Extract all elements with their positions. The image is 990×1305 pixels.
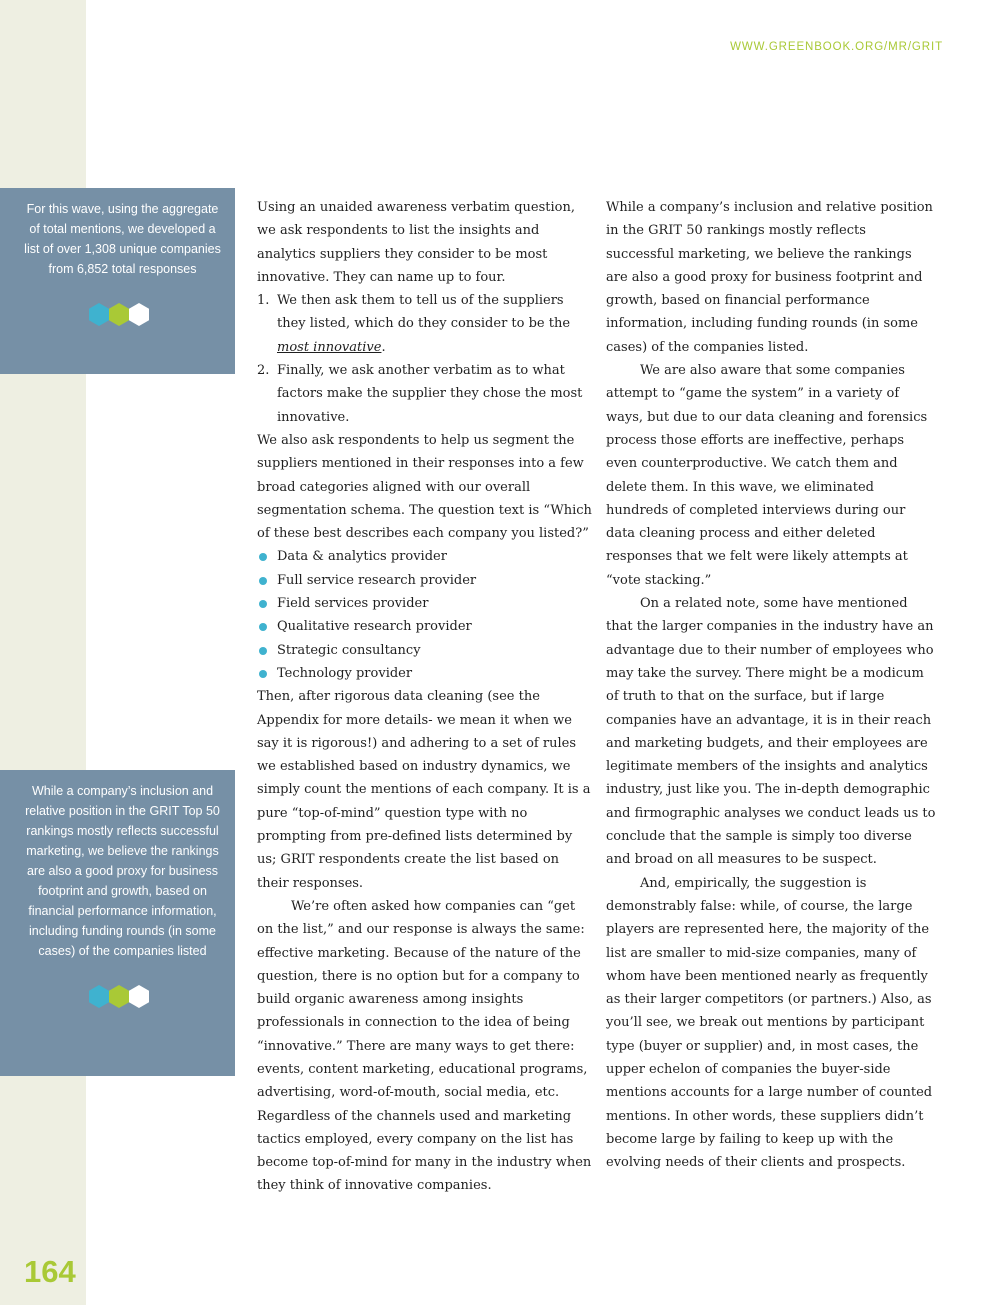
empirical-paragraph: And, empirically, the suggestion is demonstrably false: while, of course, the large players are represented here, the majority of the list are smaller to mid-size companies, many of whom have been mentioned nearly as frequently as their larger competitors (or partners.) Also, as you’ll see, we break out mentions by participant type (buyer or supplier) and, in most cases, the upper echelon of companies the buyer-side mentions accounts for a large number of counted mentions. In other words, these suppliers didn’t become large by failing to keep up with the evolving needs of their clients and prospects.	[606, 875, 933, 1171]
step-item	[257, 289, 592, 359]
step-text: We then ask them to tell us of the suppliers they listed, which do they consider to be the	[277, 293, 571, 332]
category-label: Technology provider	[277, 665, 413, 681]
category-label: Data & analytics provider	[277, 549, 447, 565]
hexagon-icons	[16, 985, 221, 1008]
bullet-dot-icon	[259, 623, 267, 631]
rankings-paragraph: While a company’s inclusion and relative position in the GRIT 50 rankings mostly reflects successful marketing, we believe the rankings are also a good proxy for business footprint and growth, based on financial performance information, including funding rounds (in some cases) of the companies listed.	[606, 200, 933, 355]
segment-paragraph: We also ask respondents to help us segment the suppliers mentioned in their responses into a few broad categories aligned with our overall segmentation schema. The question text is “Which of these best describes each company you listed?”	[257, 432, 592, 542]
marketing-paragraph: We’re often asked how companies can “get on the list,” and our response is always the same: effective marketing. Because of the nature of the question, there is no option but for a company to build organic awareness among insights professionals in connection to the idea of being “innovative.” There are many ways to get there: events, content marketing, educational programs, advertising, word-of-mouth, social media, etc. Regardless of the channels used and marketing tactics employed, every company on the list has become top-of-mind for many in the industry when they think of innovative companies.	[257, 898, 592, 1194]
hexagon-icons	[16, 303, 221, 326]
category-item	[257, 592, 592, 615]
callout-text: While a company’s inclusion and relative position in the GRIT Top 50 rankings mostly reflects successful marketing, we believe the rankings are also a good proxy for business footprint and growth, based on financial performance information, including funding rounds (in some cases) of the companies listed	[25, 784, 220, 958]
step-number: 2.	[257, 363, 270, 379]
category-item	[257, 639, 592, 662]
step-text: Finally, we ask another verbatim as to what factors make the supplier they chose the most innovative.	[277, 363, 583, 425]
bullet-dot-icon	[259, 553, 267, 561]
hexagon-white-icon	[129, 985, 149, 1008]
left-text-column	[257, 196, 592, 1198]
category-item	[257, 545, 592, 568]
step-emphasis: most innovative	[277, 339, 382, 355]
callout-box-responses	[0, 188, 235, 374]
steps-list	[257, 289, 592, 429]
step-number: 1.	[257, 293, 270, 309]
step-item	[257, 359, 592, 429]
hexagon-blue-icon	[89, 985, 109, 1008]
callout-text: For this wave, using the aggregate of total mentions, we developed a list of over 1,308 unique companies from 6,852 total responses	[24, 202, 221, 276]
bullet-dot-icon	[259, 600, 267, 608]
gaming-paragraph: We are also aware that some companies attempt to “game the system” in a variety of ways, but due to our data cleaning and forensics process those efforts are ineffective, perhaps even counterproductive. We catch them and delete them. In this wave, we eliminated hundreds of completed interviews during our data cleaning process and either deleted responses that we felt were likely attempts at “vote stacking.”	[606, 363, 928, 588]
step-text-end: .	[381, 339, 386, 355]
right-text-column	[606, 196, 936, 1174]
cleaning-paragraph: Then, after rigorous data cleaning (see the Appendix for more details- we mean it when we say it is rigorous!) and adhering to a set of rules we established based on industry dynamics, we simply count the mentions of each company. It is a pure “top-of-mind” question type with no prompting from pre-defined lists determined by us; GRIT respondents create the list based on their responses.	[257, 689, 591, 891]
bullet-dot-icon	[259, 647, 267, 655]
intro-paragraph: Using an unaided awareness verbatim question, we ask respondents to list the insights and analytics suppliers they consider to be most innovative. They can name up to four.	[257, 200, 576, 285]
callout-box-rankings	[0, 770, 235, 1076]
category-item	[257, 662, 592, 685]
hexagon-blue-icon	[89, 303, 109, 326]
header-url: WWW.GREENBOOK.ORG/MR/GRIT	[730, 41, 943, 53]
hexagon-green-icon	[109, 303, 129, 326]
category-list	[257, 545, 592, 685]
category-label: Qualitative research provider	[277, 619, 472, 635]
page-number: 164	[24, 1254, 76, 1289]
category-item	[257, 615, 592, 638]
hexagon-white-icon	[129, 303, 149, 326]
bullet-dot-icon	[259, 577, 267, 585]
category-label: Field services provider	[277, 596, 429, 612]
bullet-dot-icon	[259, 670, 267, 678]
large-companies-paragraph: On a related note, some have mentioned that the larger companies in the industry have an advantage due to their number of employees who may take the survey. There might be a modicum of truth to that on the surface, but if large companies have an advantage, it is in their reach and marketing budgets, and their employees are legitimate members of the insights and analytics industry, just like you. The in-depth demographic and firmographic analyses we conduct leads us to conclude that the sample is simply too diverse and broad on all measures to be suspect.	[606, 596, 936, 868]
category-label: Strategic consultancy	[277, 642, 421, 658]
category-item	[257, 569, 592, 592]
hexagon-green-icon	[109, 985, 129, 1008]
category-label: Full service research provider	[277, 572, 477, 588]
